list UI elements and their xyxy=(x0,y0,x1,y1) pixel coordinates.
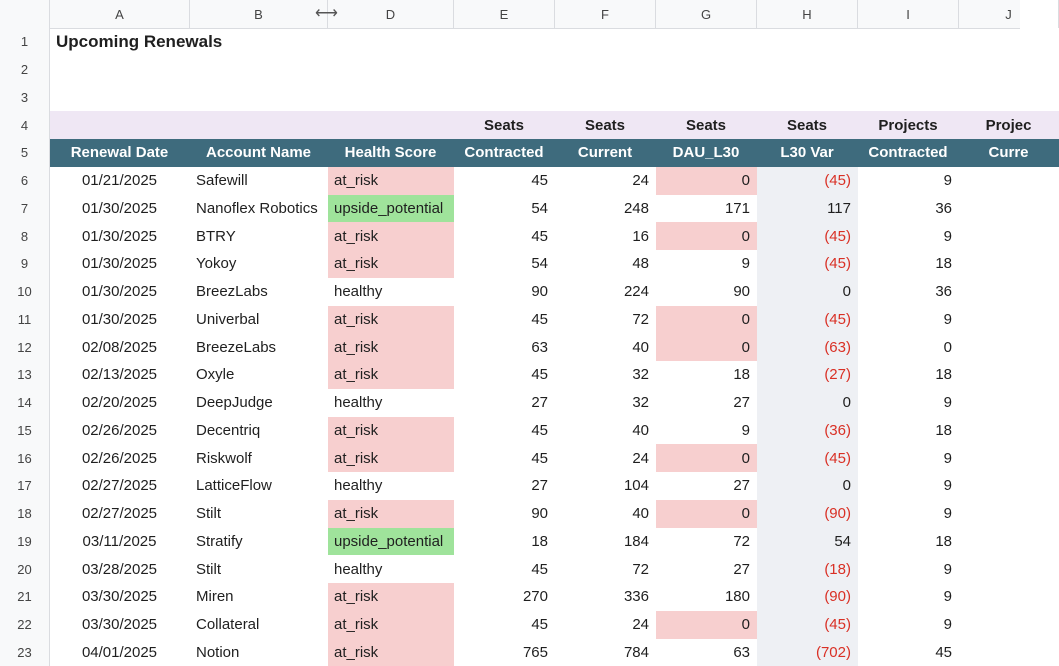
cell-projects-contracted[interactable]: 9 xyxy=(858,500,959,528)
cell-l30-var[interactable]: (27) xyxy=(757,361,858,389)
cell-seats-current[interactable]: 184 xyxy=(555,528,656,556)
cell-seats-current[interactable]: 40 xyxy=(555,500,656,528)
table-row xyxy=(0,444,1020,472)
cell-renewal-date[interactable]: 02/26/2025 xyxy=(50,444,190,472)
cell-dau-l30[interactable]: 9 xyxy=(656,250,757,278)
cell-seats-contracted[interactable]: 63 xyxy=(454,333,555,361)
cell-health-score[interactable]: at_risk xyxy=(328,639,454,666)
cell-dau-l30[interactable]: 0 xyxy=(656,306,757,334)
cell-renewal-date[interactable]: 04/01/2025 xyxy=(50,639,190,666)
cell-projects-contracted[interactable]: 18 xyxy=(858,417,959,445)
cell-renewal-date[interactable]: 01/21/2025 xyxy=(50,167,190,195)
header-seats-current[interactable]: Current xyxy=(555,139,656,167)
group-cell-f[interactable]: Seats xyxy=(555,111,656,139)
cell-health-score[interactable]: at_risk xyxy=(328,306,454,334)
cell-projects-contracted[interactable]: 0 xyxy=(858,333,959,361)
cell-dau-l30[interactable]: 72 xyxy=(656,528,757,556)
column-header-i[interactable]: I xyxy=(858,0,959,28)
row-number[interactable]: 22 xyxy=(0,611,50,639)
cell-l30-var[interactable]: 0 xyxy=(757,472,858,500)
cell-l30-var[interactable]: (18) xyxy=(757,555,858,583)
cell-renewal-date[interactable]: 02/20/2025 xyxy=(50,389,190,417)
table-row xyxy=(0,583,1020,611)
cell-seats-current[interactable]: 72 xyxy=(555,306,656,334)
row-number[interactable]: 14 xyxy=(0,389,50,417)
cell-health-score[interactable]: healthy xyxy=(328,555,454,583)
cell-dau-l30[interactable]: 27 xyxy=(656,389,757,417)
cell-projects-current[interactable] xyxy=(959,500,1059,528)
column-header-d[interactable]: D xyxy=(328,0,454,28)
cell-dau-l30[interactable]: 0 xyxy=(656,222,757,250)
group-cell-a[interactable] xyxy=(50,111,190,139)
table-row xyxy=(0,306,1020,334)
cell-projects-contracted[interactable]: 9 xyxy=(858,167,959,195)
cell-seats-contracted[interactable]: 45 xyxy=(454,611,555,639)
cell-health-score[interactable]: upside_potential xyxy=(328,195,454,223)
cell-account-name[interactable]: Oxyle xyxy=(190,361,328,389)
select-all-corner[interactable] xyxy=(0,0,50,28)
cell-health-score[interactable]: at_risk xyxy=(328,611,454,639)
cell-seats-current[interactable]: 40 xyxy=(555,333,656,361)
cell-projects-contracted[interactable]: 9 xyxy=(858,444,959,472)
cell-account-name[interactable]: Stratify xyxy=(190,528,328,556)
cell-health-score[interactable]: healthy xyxy=(328,472,454,500)
cell-projects-current[interactable] xyxy=(959,333,1059,361)
cell-health-score[interactable]: healthy xyxy=(328,389,454,417)
cell-dau-l30[interactable]: 27 xyxy=(656,555,757,583)
cell-account-name[interactable]: Safewill xyxy=(190,167,328,195)
row-number[interactable]: 8 xyxy=(0,222,50,250)
row-number[interactable]: 23 xyxy=(0,639,50,666)
cell-l30-var[interactable]: 0 xyxy=(757,278,858,306)
cell-seats-current[interactable]: 72 xyxy=(555,555,656,583)
cell-l30-var[interactable]: (90) xyxy=(757,583,858,611)
table-row xyxy=(0,389,1020,417)
cell-dau-l30[interactable]: 27 xyxy=(656,472,757,500)
table-row xyxy=(0,333,1020,361)
column-header-f[interactable]: F xyxy=(555,0,656,28)
cell-renewal-date[interactable]: 01/30/2025 xyxy=(50,195,190,223)
cell-l30-var[interactable]: (36) xyxy=(757,417,858,445)
cell-projects-contracted[interactable]: 18 xyxy=(858,528,959,556)
cell-renewal-date[interactable]: 03/30/2025 xyxy=(50,611,190,639)
column-header-j[interactable]: J xyxy=(959,0,1059,28)
cell-seats-current[interactable]: 104 xyxy=(555,472,656,500)
cell-seats-current[interactable]: 248 xyxy=(555,195,656,223)
cell-account-name[interactable]: BTRY xyxy=(190,222,328,250)
cell-seats-current[interactable]: 224 xyxy=(555,278,656,306)
cell-l30-var[interactable]: (45) xyxy=(757,250,858,278)
row-number[interactable]: 17 xyxy=(0,472,50,500)
cell-dau-l30[interactable]: 90 xyxy=(656,278,757,306)
cell-renewal-date[interactable]: 01/30/2025 xyxy=(50,250,190,278)
cell-renewal-date[interactable]: 03/30/2025 xyxy=(50,583,190,611)
cell-health-score[interactable]: healthy xyxy=(328,278,454,306)
cell-dau-l30[interactable]: 171 xyxy=(656,195,757,223)
header-health-score[interactable]: Health Score xyxy=(328,139,454,167)
column-title-row xyxy=(0,139,1020,167)
table-row xyxy=(0,250,1020,278)
header-dau-l30[interactable]: DAU_L30 xyxy=(656,139,757,167)
cell-health-score[interactable]: at_risk xyxy=(328,222,454,250)
cell-seats-current[interactable]: 32 xyxy=(555,361,656,389)
row-number[interactable]: 6 xyxy=(0,167,50,195)
cell-projects-current[interactable] xyxy=(959,250,1059,278)
cell-l30-var[interactable]: (45) xyxy=(757,611,858,639)
cell-seats-contracted[interactable]: 90 xyxy=(454,500,555,528)
cell-projects-current[interactable] xyxy=(959,472,1059,500)
cell-l30-var[interactable]: (45) xyxy=(757,444,858,472)
cell-seats-contracted[interactable]: 45 xyxy=(454,417,555,445)
cell-health-score[interactable]: at_risk xyxy=(328,250,454,278)
cell-account-name[interactable]: Riskwolf xyxy=(190,444,328,472)
header-projects-current[interactable]: Curre xyxy=(959,139,1059,167)
header-projects-contracted[interactable]: Contracted xyxy=(858,139,959,167)
cell-projects-current[interactable] xyxy=(959,528,1059,556)
cell-seats-contracted[interactable]: 90 xyxy=(454,278,555,306)
table-row xyxy=(0,611,1020,639)
group-cell-d[interactable] xyxy=(328,111,454,139)
cell-dau-l30[interactable]: 180 xyxy=(656,583,757,611)
header-seats-contracted[interactable]: Contracted xyxy=(454,139,555,167)
cell-seats-contracted[interactable]: 45 xyxy=(454,167,555,195)
row-number[interactable]: 15 xyxy=(0,417,50,445)
row-number[interactable]: 16 xyxy=(0,444,50,472)
header-renewal-date[interactable]: Renewal Date xyxy=(50,139,190,167)
cell-account-name[interactable]: Stilt xyxy=(190,500,328,528)
cell-projects-contracted[interactable]: 9 xyxy=(858,472,959,500)
table-row xyxy=(0,417,1020,445)
group-cell-e[interactable]: Seats xyxy=(454,111,555,139)
table-row xyxy=(0,472,1020,500)
row-number[interactable]: 5 xyxy=(0,139,50,167)
cell-l30-var[interactable]: 54 xyxy=(757,528,858,556)
column-resize-icon[interactable]: ⟷ xyxy=(315,5,338,23)
row-number[interactable]: 10 xyxy=(0,278,50,306)
sheet-row-1 xyxy=(0,28,1020,56)
table-row xyxy=(0,361,1020,389)
cell-renewal-date[interactable]: 02/08/2025 xyxy=(50,333,190,361)
cell-seats-contracted[interactable]: 45 xyxy=(454,361,555,389)
cell-projects-contracted[interactable]: 45 xyxy=(858,639,959,666)
cell-projects-current[interactable] xyxy=(959,417,1059,445)
table-row xyxy=(0,500,1020,528)
cell-health-score[interactable]: at_risk xyxy=(328,333,454,361)
cell-renewal-date[interactable]: 01/30/2025 xyxy=(50,306,190,334)
column-header-bar xyxy=(0,0,1020,29)
table-row xyxy=(0,528,1020,556)
cell-projects-current[interactable] xyxy=(959,195,1059,223)
cell-l30-var[interactable]: (63) xyxy=(757,333,858,361)
cell-l30-var[interactable]: (45) xyxy=(757,306,858,334)
cell-seats-current[interactable]: 24 xyxy=(555,611,656,639)
cell-account-name[interactable]: DeepJudge xyxy=(190,389,328,417)
row-number[interactable]: 13 xyxy=(0,361,50,389)
cell-seats-contracted[interactable]: 54 xyxy=(454,250,555,278)
cell-renewal-date[interactable]: 03/11/2025 xyxy=(50,528,190,556)
table-row xyxy=(0,222,1020,250)
cell-seats-current[interactable]: 336 xyxy=(555,583,656,611)
row-number[interactable]: 3 xyxy=(0,84,50,112)
table-row xyxy=(0,195,1020,223)
cell-seats-contracted[interactable]: 45 xyxy=(454,555,555,583)
cell-health-score[interactable]: at_risk xyxy=(328,500,454,528)
cell-dau-l30[interactable]: 0 xyxy=(656,167,757,195)
cell-projects-current[interactable] xyxy=(959,167,1059,195)
cell-seats-current[interactable]: 32 xyxy=(555,389,656,417)
cell-seats-contracted[interactable]: 18 xyxy=(454,528,555,556)
cell-renewal-date[interactable]: 01/30/2025 xyxy=(50,222,190,250)
cell-dau-l30[interactable]: 9 xyxy=(656,417,757,445)
cell-account-name[interactable]: Notion xyxy=(190,639,328,666)
cell-projects-current[interactable] xyxy=(959,278,1059,306)
cell-account-name[interactable]: Stilt xyxy=(190,555,328,583)
row-number[interactable]: 19 xyxy=(0,528,50,556)
cell-projects-contracted[interactable]: 36 xyxy=(858,278,959,306)
cell-dau-l30[interactable]: 18 xyxy=(656,361,757,389)
cell-account-name[interactable]: Miren xyxy=(190,583,328,611)
cell-projects-contracted[interactable]: 9 xyxy=(858,222,959,250)
cell-projects-contracted[interactable]: 18 xyxy=(858,250,959,278)
table-row xyxy=(0,639,1020,666)
row-number[interactable]: 7 xyxy=(0,195,50,223)
column-header-g[interactable]: G xyxy=(656,0,757,28)
cell-health-score[interactable]: at_risk xyxy=(328,444,454,472)
row-number[interactable]: 11 xyxy=(0,306,50,334)
sheet-rows xyxy=(0,28,1020,666)
group-cell-j[interactable]: Projec xyxy=(959,111,1059,139)
cell-projects-current[interactable] xyxy=(959,222,1059,250)
cell-seats-current[interactable]: 24 xyxy=(555,444,656,472)
cell-seats-contracted[interactable]: 45 xyxy=(454,306,555,334)
cell-account-name[interactable]: LatticeFlow xyxy=(190,472,328,500)
cell-renewal-date[interactable]: 03/28/2025 xyxy=(50,555,190,583)
cell-projects-current[interactable] xyxy=(959,555,1059,583)
cell-dau-l30[interactable]: 63 xyxy=(656,639,757,666)
cell-projects-contracted[interactable]: 9 xyxy=(858,306,959,334)
cell-projects-current[interactable] xyxy=(959,444,1059,472)
cell-l30-var[interactable]: 0 xyxy=(757,389,858,417)
row-number[interactable]: 18 xyxy=(0,500,50,528)
cell-seats-contracted[interactable]: 270 xyxy=(454,583,555,611)
table-row xyxy=(0,167,1020,195)
row-number[interactable]: 9 xyxy=(0,250,50,278)
cell-health-score[interactable]: at_risk xyxy=(328,361,454,389)
cell-l30-var[interactable]: (45) xyxy=(757,222,858,250)
cell-health-score[interactable]: at_risk xyxy=(328,583,454,611)
cell-health-score[interactable]: at_risk xyxy=(328,167,454,195)
cell-dau-l30[interactable]: 0 xyxy=(656,500,757,528)
column-header-a[interactable]: A xyxy=(50,0,190,28)
cell-projects-contracted[interactable]: 9 xyxy=(858,555,959,583)
column-header-h[interactable]: H xyxy=(757,0,858,28)
group-cell-g[interactable]: Seats xyxy=(656,111,757,139)
row-number[interactable]: 20 xyxy=(0,555,50,583)
row-number[interactable]: 21 xyxy=(0,583,50,611)
cell-seats-contracted[interactable]: 27 xyxy=(454,472,555,500)
cell-account-name[interactable]: Decentriq xyxy=(190,417,328,445)
cell-seats-current[interactable]: 48 xyxy=(555,250,656,278)
group-cell-h[interactable]: Seats xyxy=(757,111,858,139)
cell-projects-contracted[interactable]: 36 xyxy=(858,195,959,223)
cell-projects-contracted[interactable]: 9 xyxy=(858,583,959,611)
cell-account-name[interactable]: Nanoflex Robotics xyxy=(190,195,328,223)
cell-health-score[interactable]: upside_potential xyxy=(328,528,454,556)
cell-seats-current[interactable]: 784 xyxy=(555,639,656,666)
cell-l30-var[interactable]: 117 xyxy=(757,195,858,223)
header-account-name[interactable]: Account Name xyxy=(190,139,328,167)
row-number[interactable]: 12 xyxy=(0,333,50,361)
group-header-row xyxy=(0,111,1020,139)
cell-renewal-date[interactable]: 01/30/2025 xyxy=(50,278,190,306)
cell-account-name[interactable]: Univerbal xyxy=(190,306,328,334)
cell-seats-contracted[interactable]: 765 xyxy=(454,639,555,666)
sheet-title[interactable]: Upcoming Renewals xyxy=(50,28,450,56)
table-row xyxy=(0,278,1020,306)
sheet-row-3 xyxy=(0,84,1020,112)
cell-account-name[interactable]: BreezLabs xyxy=(190,278,328,306)
cell-dau-l30[interactable]: 0 xyxy=(656,611,757,639)
cell-renewal-date[interactable]: 02/27/2025 xyxy=(50,500,190,528)
table-row xyxy=(0,555,1020,583)
sheet-row-2 xyxy=(0,56,1020,84)
cell-dau-l30[interactable]: 0 xyxy=(656,444,757,472)
cell-projects-current[interactable] xyxy=(959,639,1059,666)
row-number[interactable]: 1 xyxy=(0,28,50,56)
cell-seats-current[interactable]: 40 xyxy=(555,417,656,445)
cell-projects-current[interactable] xyxy=(959,583,1059,611)
cell-renewal-date[interactable]: 02/13/2025 xyxy=(50,361,190,389)
column-header-b[interactable]: B xyxy=(190,0,328,28)
cell-seats-contracted[interactable]: 27 xyxy=(454,389,555,417)
cell-projects-contracted[interactable]: 18 xyxy=(858,361,959,389)
column-header-e[interactable]: E xyxy=(454,0,555,28)
cell-projects-current[interactable] xyxy=(959,611,1059,639)
cell-dau-l30[interactable]: 0 xyxy=(656,333,757,361)
cell-account-name[interactable]: Collateral xyxy=(190,611,328,639)
cell-l30-var[interactable]: (702) xyxy=(757,639,858,666)
group-cell-b[interactable] xyxy=(190,111,328,139)
row-number[interactable]: 2 xyxy=(0,56,50,84)
cell-seats-current[interactable]: 16 xyxy=(555,222,656,250)
cell-renewal-date[interactable]: 02/26/2025 xyxy=(50,417,190,445)
cell-seats-contracted[interactable]: 54 xyxy=(454,195,555,223)
cell-seats-contracted[interactable]: 45 xyxy=(454,444,555,472)
cell-seats-current[interactable]: 24 xyxy=(555,167,656,195)
cell-renewal-date[interactable]: 02/27/2025 xyxy=(50,472,190,500)
cell-projects-current[interactable] xyxy=(959,389,1059,417)
row-number[interactable]: 4 xyxy=(0,111,50,139)
group-cell-i[interactable]: Projects xyxy=(858,111,959,139)
cell-projects-contracted[interactable]: 9 xyxy=(858,611,959,639)
cell-account-name[interactable]: Yokoy xyxy=(190,250,328,278)
cell-seats-contracted[interactable]: 45 xyxy=(454,222,555,250)
cell-projects-contracted[interactable]: 9 xyxy=(858,389,959,417)
cell-l30-var[interactable]: (90) xyxy=(757,500,858,528)
cell-health-score[interactable]: at_risk xyxy=(328,417,454,445)
cell-projects-current[interactable] xyxy=(959,306,1059,334)
cell-account-name[interactable]: BreezeLabs xyxy=(190,333,328,361)
header-l30-var[interactable]: L30 Var xyxy=(757,139,858,167)
cell-l30-var[interactable]: (45) xyxy=(757,167,858,195)
cell-projects-current[interactable] xyxy=(959,361,1059,389)
